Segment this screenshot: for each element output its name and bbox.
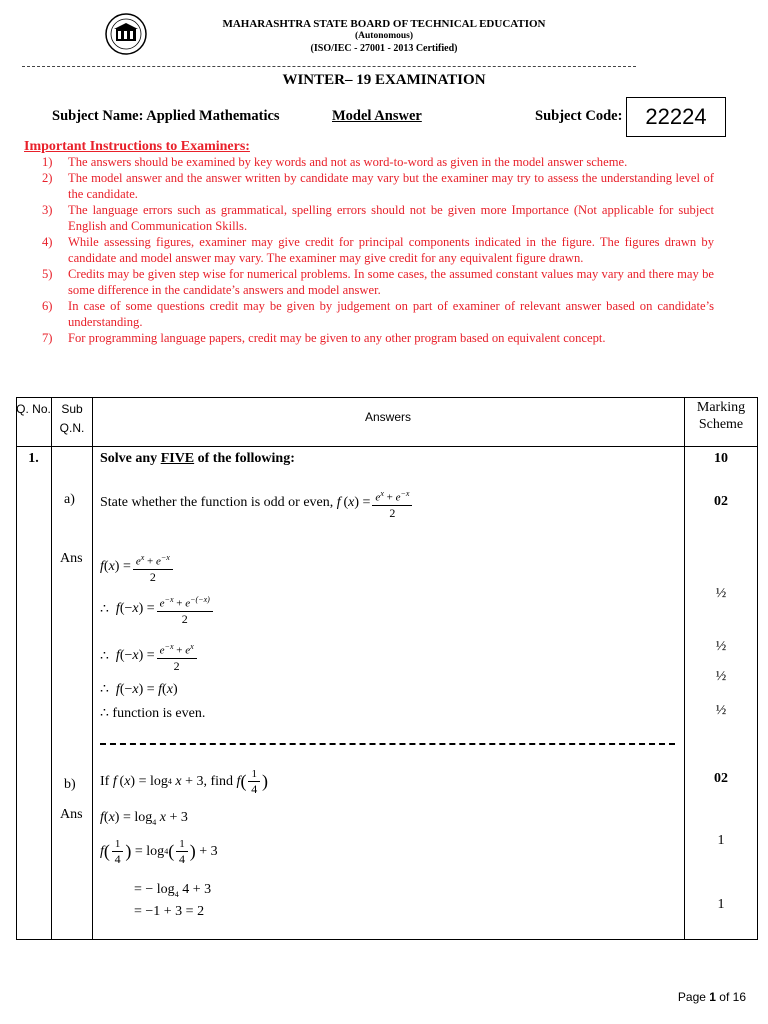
- instructions-list: [24, 154, 714, 346]
- instruction-text: While assessing figures, examiner may give credit for principal components indicated in the figure. The figures drawn by candidate and model answer may vary. The examiner may give credit for any equivalent figure drawn.: [68, 235, 714, 265]
- instruction-item: [24, 154, 714, 170]
- instruction-text: For programming language papers, credit may be given to any other program based on equivalent concept.: [68, 331, 606, 345]
- sub-b-marks: 02: [714, 771, 728, 786]
- instruction-item: [24, 170, 714, 202]
- sub-a-marks: 02: [714, 494, 728, 509]
- model-answer-label: Model Answer: [332, 108, 422, 124]
- ans-b-step2: f ( $\frac{1}{4}$ ) = log 4 ( $\frac{1}{4}$ ) + 3: [100, 838, 218, 866]
- instruction-item: [24, 234, 714, 266]
- ans-a-mark-2: ½: [715, 639, 727, 654]
- ans-b-step3: = − $\log_4 4 + 3$: [134, 882, 212, 899]
- instruction-text: In case of some questions credit may be given by judgement on part of examiner of relevant answer based on candidate’s understanding.: [68, 299, 714, 329]
- ans-a-label: Ans: [60, 551, 83, 566]
- instruction-item: [24, 266, 714, 298]
- instruction-item: [24, 298, 714, 330]
- exam-title: WINTER– 19 EXAMINATION: [282, 72, 486, 88]
- ans-a-step1: f ( x ) = $\frac{e^x + e^{-x}}{2}$: [100, 551, 175, 584]
- ans-b-mark-1: 1: [717, 833, 725, 848]
- sub-b-label: b): [64, 777, 76, 792]
- subject-code-label: Subject Code:: [535, 108, 623, 124]
- header-divider: [22, 66, 636, 67]
- sub-b-question: If f ( x ) = log 4 x + 3, find f ( $\frac{1}{4}$ ): [100, 768, 268, 796]
- sub-a-label: a): [64, 492, 75, 507]
- q1-title: Solve any FIVE of the following:: [100, 451, 295, 466]
- instruction-text: The language errors such as grammatical, spelling errors should not be given more Importance (Not applicable for subject English and Communication Skills.: [68, 203, 714, 233]
- instructions-title: Important Instructions to Examiners:: [24, 139, 250, 154]
- col-answers: Answers: [364, 410, 411, 424]
- instruction-text: The model answer and the answer written by candidate may vary but the examiner may try to assess the understanding level of the candidate.: [68, 171, 714, 201]
- instruction-number: 3): [42, 203, 53, 217]
- autonomous-label: (Autonomous): [354, 31, 414, 41]
- subject-code-box: [626, 97, 726, 137]
- ans-b-step4: = −1 + 3 = 2: [134, 904, 205, 919]
- ans-a-step3: ∴ f (− x ) = $\frac{e^{-x} + e^x}{2}$: [100, 640, 199, 673]
- instruction-number: 6): [42, 299, 53, 313]
- answer-divider: [100, 743, 675, 745]
- q1-number: 1.: [28, 451, 39, 466]
- instruction-number: 7): [42, 331, 53, 345]
- sub-a-question: State whether the function is odd or even, f ( x ) = $\frac{e^x + e^{-x}}{2}$: [100, 487, 414, 520]
- col-sub: Sub Q.N.: [59, 402, 85, 435]
- ans-a-conclusion: ∴ function is even.: [100, 706, 206, 721]
- instruction-text: The answers should be examined by key words and not as word-to-word as given in the model answer scheme.: [68, 155, 628, 169]
- instruction-number: 1): [42, 155, 53, 169]
- ans-b-step1: $f(x) = \log_4 x + 3$: [100, 810, 188, 827]
- ans-a-mark-3: ½: [715, 669, 727, 684]
- board-name: MAHARASHTRA STATE BOARD OF TECHNICAL EDUCATION: [222, 18, 546, 30]
- instruction-number: 5): [42, 267, 53, 281]
- instruction-item: [24, 202, 714, 234]
- ans-a-step2: ∴ f (− x ) = $\frac{e^{-x} + e^{-(-x)}}{2}$: [100, 593, 215, 626]
- instruction-number: 4): [42, 235, 53, 249]
- instruction-text: Credits may be given step wise for numerical problems. In some cases, the assumed constant values may vary and there may be some difference in the candidate’s answers and model answer.: [68, 267, 714, 297]
- page-number: Page 1 of 16: [677, 990, 746, 1004]
- ans-b-label: Ans: [60, 807, 83, 822]
- ans-a-mark-1: ½: [715, 586, 727, 601]
- instruction-number: 2): [42, 171, 53, 185]
- subject-code: 22224: [645, 104, 707, 129]
- col-marking: Marking Scheme: [696, 400, 746, 432]
- ans-b-mark-2: 1: [717, 897, 725, 912]
- ans-a-mark-4: ½: [715, 703, 727, 718]
- col-qno: Q. No.: [16, 402, 51, 416]
- q1-marks: 10: [714, 451, 728, 466]
- subject-name: Subject Name: Applied Mathematics: [52, 108, 280, 124]
- instruction-item: [24, 330, 714, 346]
- ans-a-step4: ∴ f(−x) = f(x): [100, 682, 178, 697]
- certified-label: (ISO/IEC - 27001 - 2013 Certified): [310, 43, 458, 54]
